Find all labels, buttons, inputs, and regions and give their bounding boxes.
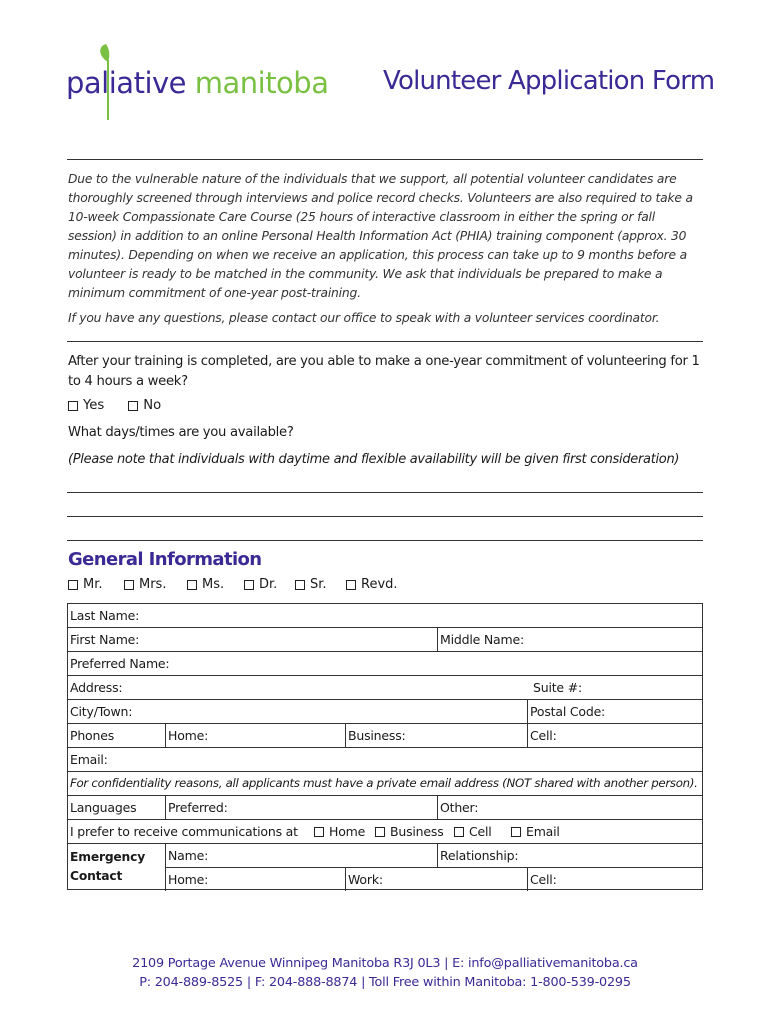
yes-checkbox[interactable] [68, 398, 104, 413]
checkbox-box[interactable] [375, 827, 385, 837]
title-ms-checkbox[interactable] [187, 577, 224, 592]
first-name-field[interactable]: First Name: [70, 632, 140, 647]
emergency-relationship-field[interactable]: Relationship: [440, 848, 519, 863]
preferred-language-field[interactable]: Preferred: [168, 800, 228, 815]
column-divider [345, 723, 346, 747]
comm-option-label: Email [526, 824, 560, 839]
commitment-question: After your training is completed, are you able to make a one-year commitment of volunteering for 1 to 4 hours a week? [68, 354, 700, 389]
comm-option-label: Business [390, 824, 444, 839]
form-title: Volunteer Application Form [383, 66, 715, 96]
title-mr-checkbox[interactable] [68, 577, 103, 592]
availability-answer-line[interactable] [67, 540, 703, 541]
row-divider [68, 795, 702, 796]
footer-phones: P: 204-889-8525 | F: 204-888-8874 | Toll Free within Manitoba: 1-800-539-0295 [139, 975, 631, 990]
column-divider [165, 723, 166, 747]
checkbox-box[interactable] [68, 580, 78, 590]
checkbox-box[interactable] [244, 580, 254, 590]
cell-phone-field[interactable]: Cell: [530, 728, 557, 743]
row-divider [68, 771, 702, 772]
row-divider [68, 747, 702, 748]
preferred-name-field[interactable]: Preferred Name: [70, 656, 170, 671]
title-label: Dr. [259, 577, 278, 592]
middle-name-field[interactable]: Middle Name: [440, 632, 524, 647]
checkbox-box[interactable] [68, 401, 78, 411]
row-divider [68, 627, 702, 628]
row-divider [165, 867, 702, 868]
row-divider [68, 699, 702, 700]
comm-email-checkbox[interactable] [511, 824, 560, 839]
business-phone-field[interactable]: Business: [348, 728, 406, 743]
title-sr-checkbox[interactable] [295, 577, 327, 592]
availability-answer-line[interactable] [67, 492, 703, 493]
general-information-table [67, 603, 703, 890]
comm-option-label: Cell [469, 824, 492, 839]
checkbox-box[interactable] [454, 827, 464, 837]
title-dr-checkbox[interactable] [244, 577, 277, 592]
checkbox-box[interactable] [346, 580, 356, 590]
suite-field[interactable]: Suite #: [533, 680, 582, 695]
postal-code-field[interactable]: Postal Code: [530, 704, 606, 719]
intro-divider [67, 341, 703, 342]
column-divider [527, 699, 528, 747]
availability-question: What days/times are you available? [68, 425, 294, 440]
general-information-heading: General Information [68, 549, 262, 570]
address-field[interactable]: Address: [70, 680, 123, 695]
email-field[interactable]: Email: [70, 752, 108, 767]
emergency-cell-field[interactable]: Cell: [530, 872, 557, 887]
column-divider [437, 627, 438, 651]
comm-business-checkbox[interactable] [375, 824, 444, 839]
languages-label: Languages [70, 800, 137, 815]
yes-label: Yes [83, 398, 105, 413]
title-label: Ms. [202, 577, 225, 592]
availability-answer-line[interactable] [67, 516, 703, 517]
row-divider [68, 651, 702, 652]
footer-address: 2109 Portage Avenue Winnipeg Manitoba R3J 0L3 | E: info@palliativemanitoba.ca [132, 956, 638, 971]
header-divider [67, 159, 703, 160]
no-label: No [143, 398, 162, 413]
title-mrs-checkbox[interactable] [124, 577, 166, 592]
column-divider [527, 867, 528, 891]
contact-note: If you have any questions, please contact our office to speak with a volunteer services coordinator. [68, 311, 660, 325]
column-divider [437, 843, 438, 867]
emergency-contact-label: Contact [70, 869, 123, 883]
title-label: Sr. [310, 577, 327, 592]
no-checkbox[interactable] [128, 398, 161, 413]
emergency-work-field[interactable]: Work: [348, 872, 383, 887]
row-divider [68, 819, 702, 820]
row-divider [68, 843, 702, 844]
intro-paragraph: Due to the vulnerable nature of the individuals that we support, all potential volunteer candidates are thoroughly screened through interviews and police record checks. Volunteers are also required to take a 10-week Compassionate Care Course (25 hours of interactive classroom in either the spring or fall session) in addition to an online Personal Health Information Act (PHIA) training component (approx. 30 minutes). Depending on when we receive an application, this process can take up to 9 months before a volunteer is ready to be matched in the community. We ask that individuals be prepared to make a minimum commitment of one-year post-training. [68, 172, 693, 300]
title-revd-checkbox[interactable] [346, 577, 398, 592]
column-divider [165, 795, 166, 819]
column-divider [165, 843, 166, 891]
comm-option-label: Home [329, 824, 366, 839]
confidentiality-note: For confidentiality reasons, all applicants must have a private email address (NOT shared with another person). [70, 776, 698, 790]
home-phone-field[interactable]: Home: [168, 728, 209, 743]
phones-label: Phones [70, 728, 115, 743]
other-language-field[interactable]: Other: [440, 800, 479, 815]
checkbox-box[interactable] [187, 580, 197, 590]
title-label: Revd. [361, 577, 398, 592]
title-label: Mrs. [139, 577, 167, 592]
checkbox-box[interactable] [314, 827, 324, 837]
column-divider [345, 867, 346, 891]
city-field[interactable]: City/Town: [70, 704, 133, 719]
row-divider [68, 675, 702, 676]
last-name-field[interactable]: Last Name: [70, 608, 140, 623]
comm-home-checkbox[interactable] [314, 824, 365, 839]
row-divider [68, 723, 702, 724]
title-label: Mr. [83, 577, 103, 592]
emergency-name-field[interactable]: Name: [168, 848, 209, 863]
emergency-contact-label: Emergency [70, 850, 146, 864]
emergency-home-field[interactable]: Home: [168, 872, 209, 887]
logo-wordmark: paliative manitoba [66, 66, 329, 100]
availability-note: (Please note that individuals with daytime and flexible availability will be given first consideration) [68, 452, 680, 467]
checkbox-box[interactable] [511, 827, 521, 837]
comm-cell-checkbox[interactable] [454, 824, 492, 839]
checkbox-box[interactable] [295, 580, 305, 590]
checkbox-box[interactable] [124, 580, 134, 590]
checkbox-box[interactable] [128, 401, 138, 411]
commitment-options [68, 398, 161, 413]
communication-preference-label: I prefer to receive communications at [70, 824, 298, 839]
column-divider [437, 795, 438, 819]
palliative-manitoba-logo [66, 44, 329, 124]
